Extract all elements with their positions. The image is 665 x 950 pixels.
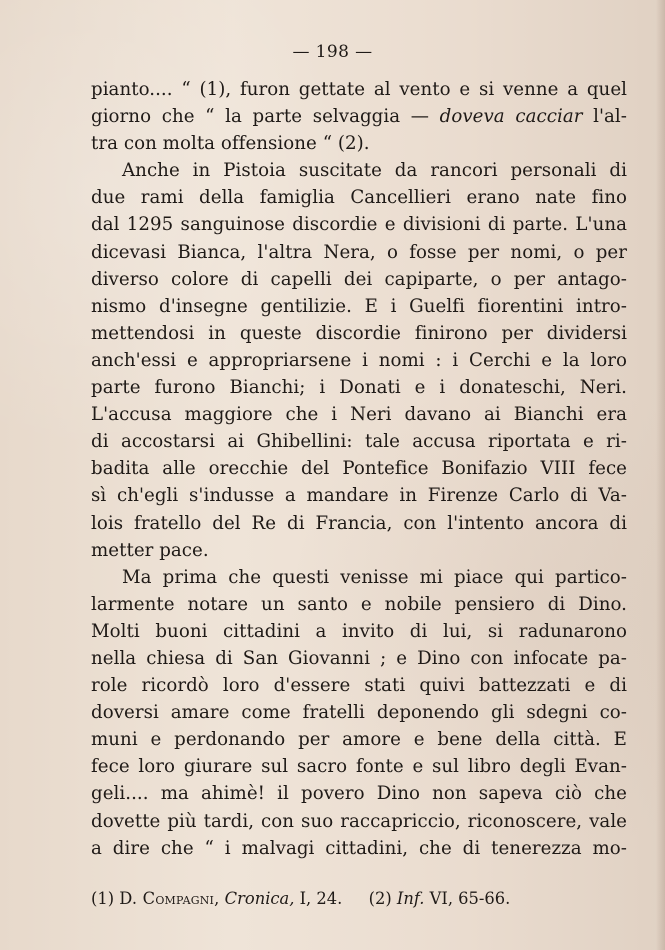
- footnotes: [91, 889, 611, 909]
- text-line-25: muni e perdonando per amore e bene della città. E: [91, 729, 627, 751]
- text-line-24: doversi amare come fratelli deponendo gli sdegni co-: [91, 702, 627, 724]
- footnote-1-author: D. Compagni,: [119, 889, 220, 908]
- footnote-2-number: (2): [368, 889, 392, 908]
- text-line-27: geli.... ma ahimè! il povero Dino non sapeva ciò che: [91, 783, 627, 805]
- text-line-23: role ricordò loro d'essere stati quivi battezzati e di: [91, 675, 627, 697]
- page-number: — 198 —: [292, 42, 373, 62]
- text-line-16: sì ch'egli s'indusse a mandare in Firenze Carlo di Va-: [91, 485, 627, 507]
- text-line-15: badita alle orecchie del Pontefice Bonifazio VIII fece: [91, 458, 627, 480]
- text-line-29: a dire che “ i malvagi cittadini, che di tenerezza mo-: [91, 837, 627, 859]
- footnote-1-number: (1): [91, 889, 115, 908]
- text-line-28: dovette più tardi, con suo raccapriccio, riconoscere, vale: [91, 810, 627, 832]
- footnote-2-work: Inf.: [396, 889, 425, 908]
- text-line-11: anch'essi e appropriarsene i nomi : i Cerchi e la loro: [91, 349, 627, 371]
- text-line-18: metter pace.: [91, 539, 209, 561]
- text-line-14: di accostarsi ai Ghibellini: tale accusa riportata e ri-: [91, 431, 627, 453]
- page-edge-shadow: [656, 0, 665, 950]
- text-line-13: L'accusa maggiore che i Neri davano ai Bianchi era: [91, 404, 627, 426]
- text-line-7: dicevasi Bianca, l'altra Nera, o fosse per nomi, o per: [91, 241, 627, 263]
- text-line-2: [91, 103, 627, 130]
- text-line-26: fece loro giurare sul sacro fonte e sul libro degli Evan-: [91, 756, 627, 778]
- text-line-3: tra con molta offensione “ (2).: [91, 133, 370, 155]
- text-line-12: parte furono Bianchi; i Donati e i donateschi, Neri.: [91, 377, 627, 399]
- footnote-2-reference: VI, 65-66.: [424, 889, 511, 908]
- text-line-5: due rami della famiglia Cancellieri erano nate fino: [91, 187, 627, 209]
- italic-phrase: doveva cacciar: [439, 106, 583, 128]
- text-line-22: nella chiesa di San Giovanni ; e Dino con infocate pa-: [91, 647, 627, 669]
- text-line-9: nismo d'insegne gentilizie. E i Guelfi fiorentini intro-: [91, 295, 627, 317]
- text-line-20: larmente notare un santo e nobile pensiero di Dino.: [91, 593, 627, 615]
- text-line-17: lois fratello del Re di Francia, con l'intento ancora di: [91, 512, 627, 534]
- text-line-21: Molti buoni cittadini a invito di lui, si radunarono: [91, 620, 627, 642]
- text-line-1: pianto.... “ (1), furon gettate al vento e si venne a quel: [91, 79, 627, 100]
- text-line-19: Ma prima che questi venisse mi piace qui partico-: [122, 566, 627, 588]
- footnote-1-reference: I, 24.: [294, 889, 343, 908]
- text-line-4: Anche in Pistoia suscitate da rancori personali di: [122, 160, 627, 182]
- text-line-2-part-3: l'al-: [582, 106, 627, 128]
- footnote-1-work: Cronica,: [224, 889, 295, 908]
- main-text-block: [91, 76, 627, 862]
- text-line-6: dal 1295 sanguinose discordie e divisioni di parte. L'una: [91, 214, 627, 236]
- text-line-10: mettendosi in queste discordie finirono per dividersi: [91, 322, 627, 344]
- text-line-2-part-1: giorno che “ la parte selvaggia —: [91, 106, 440, 128]
- text-line-8: diverso colore di capelli dei capiparte, o per antago-: [91, 268, 627, 290]
